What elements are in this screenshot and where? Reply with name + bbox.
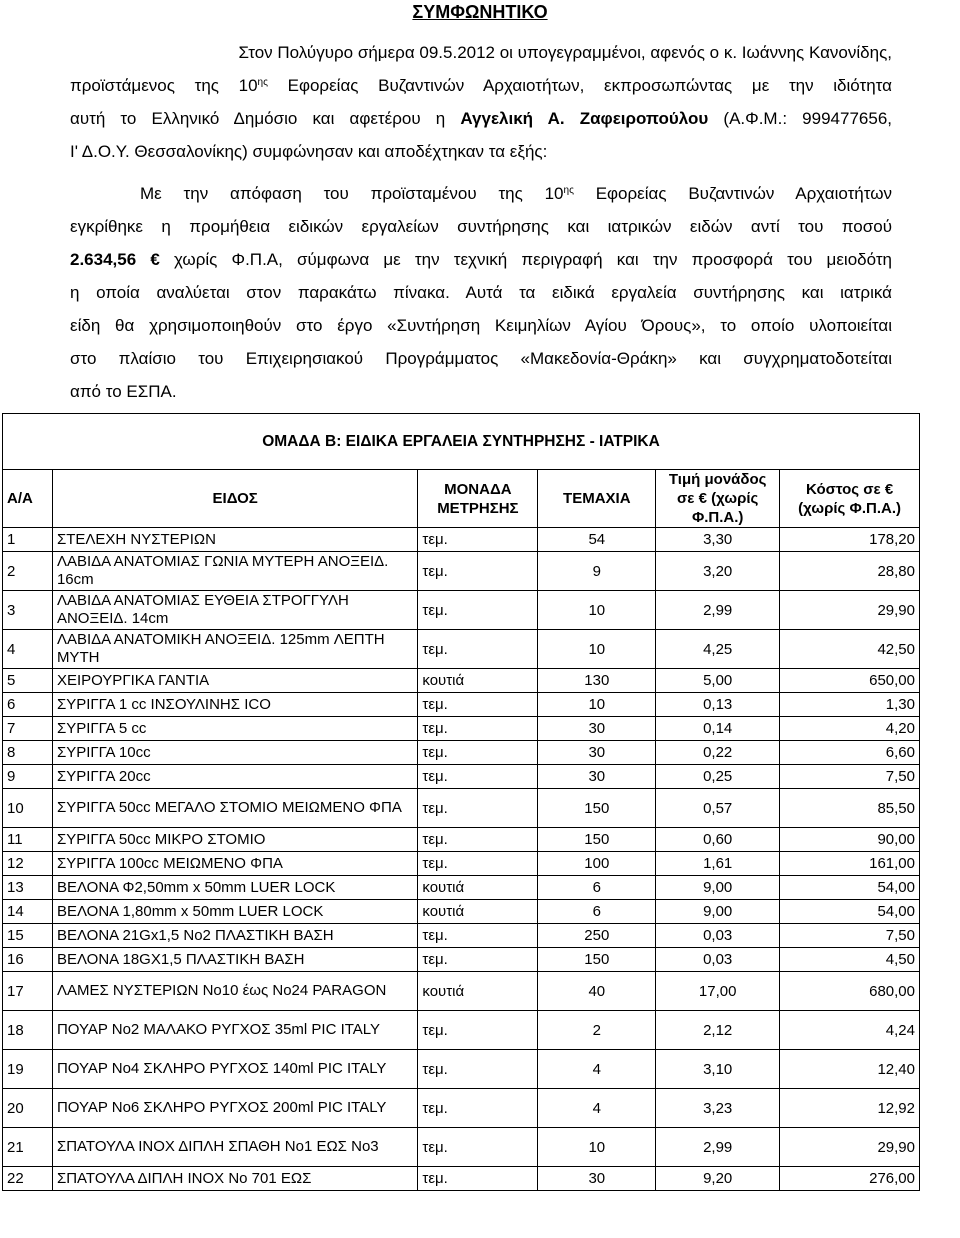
- row-description: ΣΥΡΙΓΓΑ 50cc ΜΙΚΡΟ ΣΤΟΜΙΟ: [52, 828, 417, 852]
- row-unit-price: 3,10: [656, 1050, 780, 1089]
- row-unit: κουτιά: [418, 669, 538, 693]
- row-unit-price: 0,13: [656, 693, 780, 717]
- row-unit-price: 1,61: [656, 852, 780, 876]
- header-qty: ΤΕΜΑΧΙΑ: [538, 470, 656, 528]
- table-row: [3, 828, 920, 852]
- row-description: ΣΥΡΙΓΓΑ 100cc ΜΕΙΩΜΕΝΟ ΦΠΑ: [52, 852, 417, 876]
- table-row: [3, 528, 920, 552]
- row-cost: 4,24: [780, 1011, 920, 1050]
- row-quantity: 4: [538, 1089, 656, 1128]
- row-unit: τεμ.: [418, 1167, 538, 1191]
- row-cost: 54,00: [780, 876, 920, 900]
- row-number: 20: [3, 1089, 53, 1128]
- row-cost: 85,50: [780, 789, 920, 828]
- row-cost: 29,90: [780, 1128, 920, 1167]
- row-quantity: 10: [538, 1128, 656, 1167]
- row-description: ΣΥΡΙΓΓΑ 50cc ΜΕΓΑΛΟ ΣΤΟΜΙΟ ΜΕΙΩΜΕΝΟ ΦΠΑ: [52, 789, 417, 828]
- row-quantity: 30: [538, 765, 656, 789]
- header-no: Α/Α: [3, 470, 53, 528]
- body-line: είδη θα χρησιμοποιηθούν στο έργο «Συντήρηση Κειμηλίων Αγίου Όρους», το οποίο υλοποιείται: [70, 316, 892, 335]
- row-unit: τεμ.: [418, 717, 538, 741]
- row-quantity: 30: [538, 1167, 656, 1191]
- body-line: στο πλαίσιο του Επιχειρησιακού Προγράμματος «Μακεδονία-Θράκη» και συγχρηματοδοτείται: [70, 349, 892, 368]
- row-number: 3: [3, 591, 53, 630]
- row-number: 4: [3, 630, 53, 669]
- row-quantity: 6: [538, 876, 656, 900]
- row-description: ΣΥΡΙΓΓΑ 1 cc ΙΝΣΟΥΛΙΝΗΣ ICO: [52, 693, 417, 717]
- row-quantity: 30: [538, 741, 656, 765]
- row-description: ΛΑΒΙΔΑ ΑΝΑΤΟΜΙΑΣ ΕΥΘΕΙΑ ΣΤΡΟΓΓΥΛΗ ΑΝΟΞΕΙΔ. 14cm: [52, 591, 417, 630]
- row-unit: κουτιά: [418, 900, 538, 924]
- row-unit: τεμ.: [418, 693, 538, 717]
- row-number: 7: [3, 717, 53, 741]
- row-cost: 276,00: [780, 1167, 920, 1191]
- row-cost: 7,50: [780, 765, 920, 789]
- row-unit-price: 5,00: [656, 669, 780, 693]
- row-number: 15: [3, 924, 53, 948]
- row-description: ΒΕΛΟΝΑ 18GX1,5 ΠΛΑΣΤΙΚΗ ΒΑΣΗ: [52, 948, 417, 972]
- row-number: 10: [3, 789, 53, 828]
- row-cost: 90,00: [780, 828, 920, 852]
- row-unit-price: 0,60: [656, 828, 780, 852]
- row-cost: 12,92: [780, 1089, 920, 1128]
- intro-paragraph: [70, 36, 892, 168]
- row-unit: τεμ.: [418, 528, 538, 552]
- row-unit-price: 0,25: [656, 765, 780, 789]
- row-number: 13: [3, 876, 53, 900]
- row-number: 1: [3, 528, 53, 552]
- row-number: 5: [3, 669, 53, 693]
- header-item: ΕΙΔΟΣ: [52, 470, 417, 528]
- row-unit-price: 9,00: [656, 900, 780, 924]
- group-title: ΟΜΑΔΑ Β: ΕΙΔΙΚΑ ΕΡΓΑΛΕΙΑ ΣΥΝΤΗΡΗΣΗΣ - ΙΑΤΡΙΚΑ: [3, 414, 920, 470]
- intro-line: Ι' Δ.Ο.Υ. Θεσσαλονίκης) συμφώνησαν και αποδέχτηκαν τα εξής:: [70, 142, 548, 161]
- row-quantity: 130: [538, 669, 656, 693]
- table-row: [3, 765, 920, 789]
- row-description: ΠΟΥΑΡ Νο2 ΜΑΛΑΚΟ ΡΥΓΧΟΣ 35ml PIC ITALY: [52, 1011, 417, 1050]
- table-row: [3, 948, 920, 972]
- row-unit: τεμ.: [418, 630, 538, 669]
- row-quantity: 9: [538, 552, 656, 591]
- row-unit-price: 0,22: [656, 741, 780, 765]
- row-unit-price: 0,03: [656, 948, 780, 972]
- row-quantity: 54: [538, 528, 656, 552]
- row-cost: 178,20: [780, 528, 920, 552]
- row-quantity: 40: [538, 972, 656, 1011]
- contractor-name: Αγγελική Α. Ζαφειροπούλου: [460, 109, 709, 128]
- table-row: [3, 1050, 920, 1089]
- table-row: [3, 789, 920, 828]
- body-line: από το ΕΣΠΑ.: [70, 382, 177, 401]
- row-description: ΒΕΛΟΝΑ 21Gx1,5 Νο2 ΠΛΑΣΤΙΚΗ ΒΑΣΗ: [52, 924, 417, 948]
- table-row: [3, 1089, 920, 1128]
- row-description: ΣΠΑΤΟΥΛΑ ΙΝΟΧ ΔΙΠΛΗ ΣΠΑΘΗ Νο1 ΕΩΣ Νο3: [52, 1128, 417, 1167]
- body-paragraph: [70, 177, 892, 408]
- total-amount: 2.634,56 €: [70, 250, 160, 269]
- row-number: 11: [3, 828, 53, 852]
- row-quantity: 250: [538, 924, 656, 948]
- row-quantity: 10: [538, 693, 656, 717]
- row-unit-price: 0,57: [656, 789, 780, 828]
- document-title: ΣΥΜΦΩΝΗΤΙΚΟ: [412, 2, 548, 22]
- row-cost: 42,50: [780, 630, 920, 669]
- row-number: 2: [3, 552, 53, 591]
- row-cost: 4,50: [780, 948, 920, 972]
- row-number: 12: [3, 852, 53, 876]
- row-description: ΛΑΒΙΔΑ ΑΝΑΤΟΜΙΑΣ ΓΩΝΙΑ ΜΥΤΕΡΗ ΑΝΟΞΕΙΔ. 16cm: [52, 552, 417, 591]
- row-unit-price: 3,23: [656, 1089, 780, 1128]
- row-description: ΠΟΥΑΡ Νο4 ΣΚΛΗΡΟ ΡΥΓΧΟΣ 140ml PIC ITALY: [52, 1050, 417, 1089]
- row-unit: τεμ.: [418, 789, 538, 828]
- row-unit: τεμ.: [418, 1011, 538, 1050]
- row-unit-price: 3,20: [656, 552, 780, 591]
- row-number: 18: [3, 1011, 53, 1050]
- table-row: [3, 1011, 920, 1050]
- row-unit-price: 9,20: [656, 1167, 780, 1191]
- table-row: [3, 741, 920, 765]
- row-cost: 6,60: [780, 741, 920, 765]
- row-description: ΣΤΕΛΕΧΗ ΝΥΣΤΕΡΙΩΝ: [52, 528, 417, 552]
- table-row: [3, 924, 920, 948]
- row-quantity: 150: [538, 789, 656, 828]
- row-unit: τεμ.: [418, 591, 538, 630]
- body-line: Με την απόφαση του προϊσταμένου της $10^{\eta\varsigma}$ Εφορείας Βυζαντινών Αρχαιοτήτων: [140, 184, 892, 203]
- row-unit-price: 3,30: [656, 528, 780, 552]
- row-quantity: 30: [538, 717, 656, 741]
- row-unit: τεμ.: [418, 852, 538, 876]
- row-description: ΣΠΑΤΟΥΛΑ ΔΙΠΛΗ ΙΝΟΧ Νο 701 ΕΩΣ: [52, 1167, 417, 1191]
- row-unit-price: 2,12: [656, 1011, 780, 1050]
- intro-line: αυτή το Ελληνικό Δημόσιο και αφετέρου η Αγγελική Α. Ζαφειροπούλου (Α.Φ.Μ.: 999477656,: [70, 109, 892, 128]
- row-number: 22: [3, 1167, 53, 1191]
- intro-line: προϊστάμενος της $10^{\eta\varsigma}$ Εφορείας Βυζαντινών Αρχαιοτήτων, εκπροσωπώντας με την ιδιότητα: [70, 76, 892, 95]
- header-price: Τιμή μονάδος σε € (χωρίς Φ.Π.Α.): [656, 470, 780, 528]
- row-number: 6: [3, 693, 53, 717]
- row-unit-price: 9,00: [656, 876, 780, 900]
- row-description: ΛΑΒΙΔΑ ΑΝΑΤΟΜΙΚΗ ΑΝΟΞΕΙΔ. 125mm ΛΕΠΤΗ ΜΥΤΗ: [52, 630, 417, 669]
- row-unit: τεμ.: [418, 1128, 538, 1167]
- body-line: η οποία αναλύεται στον παρακάτω πίνακα. Αυτά τα ειδικά εργαλεία συντήρησης και ιατρικά: [70, 283, 892, 302]
- row-number: 16: [3, 948, 53, 972]
- table-row: [3, 1167, 920, 1191]
- header-cost: Κόστος σε € (χωρίς Φ.Π.Α.): [780, 470, 920, 528]
- row-unit: τεμ.: [418, 1089, 538, 1128]
- group-title-row: [3, 414, 920, 470]
- row-cost: 7,50: [780, 924, 920, 948]
- row-unit: τεμ.: [418, 924, 538, 948]
- intro-line: Στον Πολύγυρο σήμερα 09.5.2012 οι υπογεγραμμένοι, αφενός ο κ. Ιωάννης Κανονίδης,: [238, 43, 892, 62]
- table-row: [3, 669, 920, 693]
- row-quantity: 10: [538, 630, 656, 669]
- row-cost: 12,40: [780, 1050, 920, 1089]
- table-header-row: [3, 470, 920, 528]
- row-quantity: 10: [538, 591, 656, 630]
- row-cost: 161,00: [780, 852, 920, 876]
- row-quantity: 150: [538, 948, 656, 972]
- row-cost: 680,00: [780, 972, 920, 1011]
- row-unit-price: 2,99: [656, 591, 780, 630]
- row-number: 21: [3, 1128, 53, 1167]
- row-number: 14: [3, 900, 53, 924]
- row-unit: τεμ.: [418, 948, 538, 972]
- row-number: 8: [3, 741, 53, 765]
- row-quantity: 100: [538, 852, 656, 876]
- row-description: ΠΟΥΑΡ Νο6 ΣΚΛΗΡΟ ΡΥΓΧΟΣ 200ml PIC ITALY: [52, 1089, 417, 1128]
- row-cost: 1,30: [780, 693, 920, 717]
- row-description: ΣΥΡΙΓΓΑ 20cc: [52, 765, 417, 789]
- items-table: [2, 413, 920, 1191]
- row-unit: τεμ.: [418, 1050, 538, 1089]
- row-unit-price: 2,99: [656, 1128, 780, 1167]
- table-body: [3, 528, 920, 1191]
- row-quantity: 4: [538, 1050, 656, 1089]
- row-unit-price: 0,14: [656, 717, 780, 741]
- row-unit: τεμ.: [418, 828, 538, 852]
- row-unit: κουτιά: [418, 876, 538, 900]
- table-row: [3, 876, 920, 900]
- table-row: [3, 591, 920, 630]
- row-number: 19: [3, 1050, 53, 1089]
- row-cost: 650,00: [780, 669, 920, 693]
- row-description: ΛΑΜΕΣ ΝΥΣΤΕΡΙΩΝ Νο10 έως Νο24 PARAGON: [52, 972, 417, 1011]
- row-description: ΣΥΡΙΓΓΑ 5 cc: [52, 717, 417, 741]
- row-number: 17: [3, 972, 53, 1011]
- row-quantity: 150: [538, 828, 656, 852]
- table-row: [3, 630, 920, 669]
- table-row: [3, 1128, 920, 1167]
- row-quantity: 6: [538, 900, 656, 924]
- table-row: [3, 693, 920, 717]
- row-unit-price: 4,25: [656, 630, 780, 669]
- table-row: [3, 972, 920, 1011]
- body-line: 2.634,56 € χωρίς Φ.Π.Α, σύμφωνα με την τεχνική περιγραφή και την προσφορά του μειοδότη: [70, 250, 892, 269]
- row-description: ΣΥΡΙΓΓΑ 10cc: [52, 741, 417, 765]
- table-row: [3, 552, 920, 591]
- row-unit: κουτιά: [418, 972, 538, 1011]
- row-number: 9: [3, 765, 53, 789]
- row-description: ΧΕΙΡΟΥΡΓΙΚΑ ΓΑΝΤΙΑ: [52, 669, 417, 693]
- row-cost: 4,20: [780, 717, 920, 741]
- table-row: [3, 900, 920, 924]
- row-unit-price: 17,00: [656, 972, 780, 1011]
- row-unit: τεμ.: [418, 765, 538, 789]
- header-unit: ΜΟΝΑΔΑ ΜΕΤΡΗΣΗΣ: [418, 470, 538, 528]
- row-unit-price: 0,03: [656, 924, 780, 948]
- body-line: εγκρίθηκε η προμήθεια ειδικών εργαλείων συντήρησης και ιατρικών ειδών αντί του ποσού: [70, 217, 892, 236]
- row-cost: 54,00: [780, 900, 920, 924]
- row-description: ΒΕΛΟΝΑ 1,80mm x 50mm LUER LOCK: [52, 900, 417, 924]
- row-quantity: 2: [538, 1011, 656, 1050]
- row-cost: 28,80: [780, 552, 920, 591]
- row-unit: τεμ.: [418, 741, 538, 765]
- row-unit: τεμ.: [418, 552, 538, 591]
- table-row: [3, 852, 920, 876]
- row-description: ΒΕΛΟΝΑ Φ2,50mm x 50mm LUER LOCK: [52, 876, 417, 900]
- table-row: [3, 717, 920, 741]
- row-cost: 29,90: [780, 591, 920, 630]
